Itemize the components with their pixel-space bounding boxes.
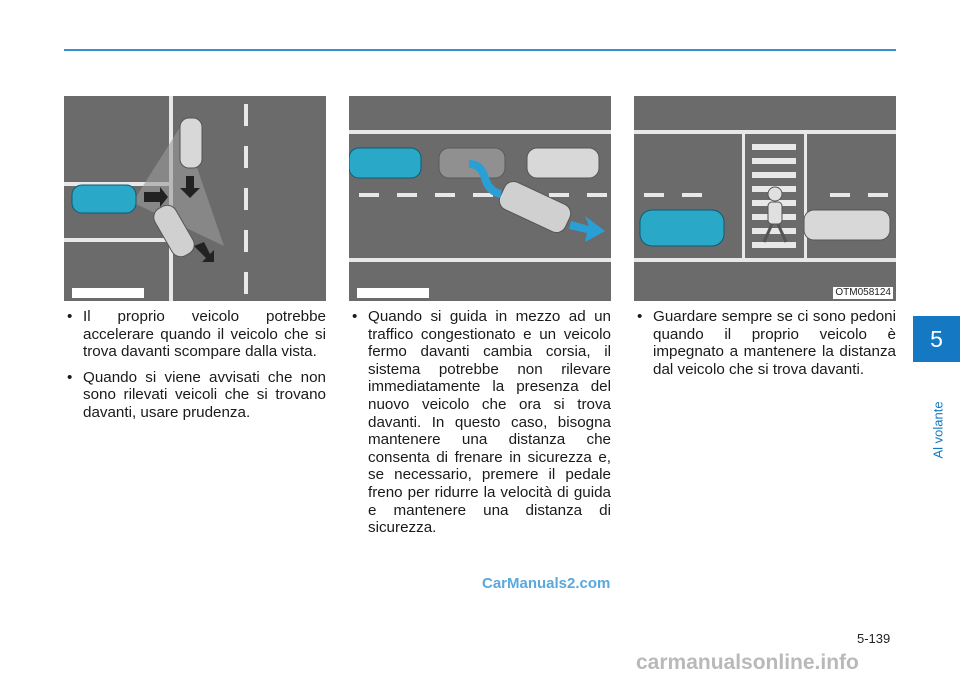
bullet-dot-icon: • (67, 368, 73, 386)
bullet-item: • Quando si viene avvisati che non sono rilevati veicoli che si trovano davanti, usare prudenza. (67, 368, 326, 421)
figure-intersection (64, 96, 326, 301)
watermark-carmanualsonline[interactable]: carmanualsonline.info (636, 651, 859, 674)
figure-pedestrian-crossing (634, 96, 896, 301)
bullet-dot-icon: • (352, 308, 358, 325)
text-column-2 (349, 308, 611, 545)
page-number: 5-139 (857, 631, 891, 646)
bullet-item: • Guardare sempre se ci sono pedoni quando il proprio veicolo è impegnato a mantenere la distanza dal veicolo che si trova davanti. (637, 308, 896, 378)
bullet-item: • Quando si guida in mezzo ad un traffico congestionato e un veicolo fermo davanti cambia corsia, il sistema potrebbe non rilevare immediatamente la presenza del nuovo veicolo che ora si trova davanti. In questo caso, bisogna mantenere una distanza che consenta di frenare in sicurezza e, se necessario, premere il pedale freno per ridurre la velocità di guida e mantenere una distanza di sicurezza. (352, 308, 611, 537)
text-column-1 (64, 308, 326, 430)
text-column-3 (634, 308, 896, 386)
bullet-dot-icon: • (67, 308, 73, 325)
figure-code-obscured (72, 288, 144, 298)
bullet-dot-icon: • (637, 308, 643, 325)
chapter-title: Al volante (930, 401, 946, 459)
figure-code: OTM058124 (835, 287, 891, 298)
chapter-number-tab[interactable]: 5 (913, 316, 960, 362)
figure-lane-change (349, 96, 611, 301)
watermark-carmanuals2[interactable]: CarManuals2.com (482, 575, 611, 592)
figure-code-obscured (357, 288, 429, 298)
header-rule (64, 49, 896, 51)
bullet-item: • Il proprio veicolo potrebbe accelerare quando il veicolo che si trova davanti scompare dalla vista. (67, 308, 326, 361)
